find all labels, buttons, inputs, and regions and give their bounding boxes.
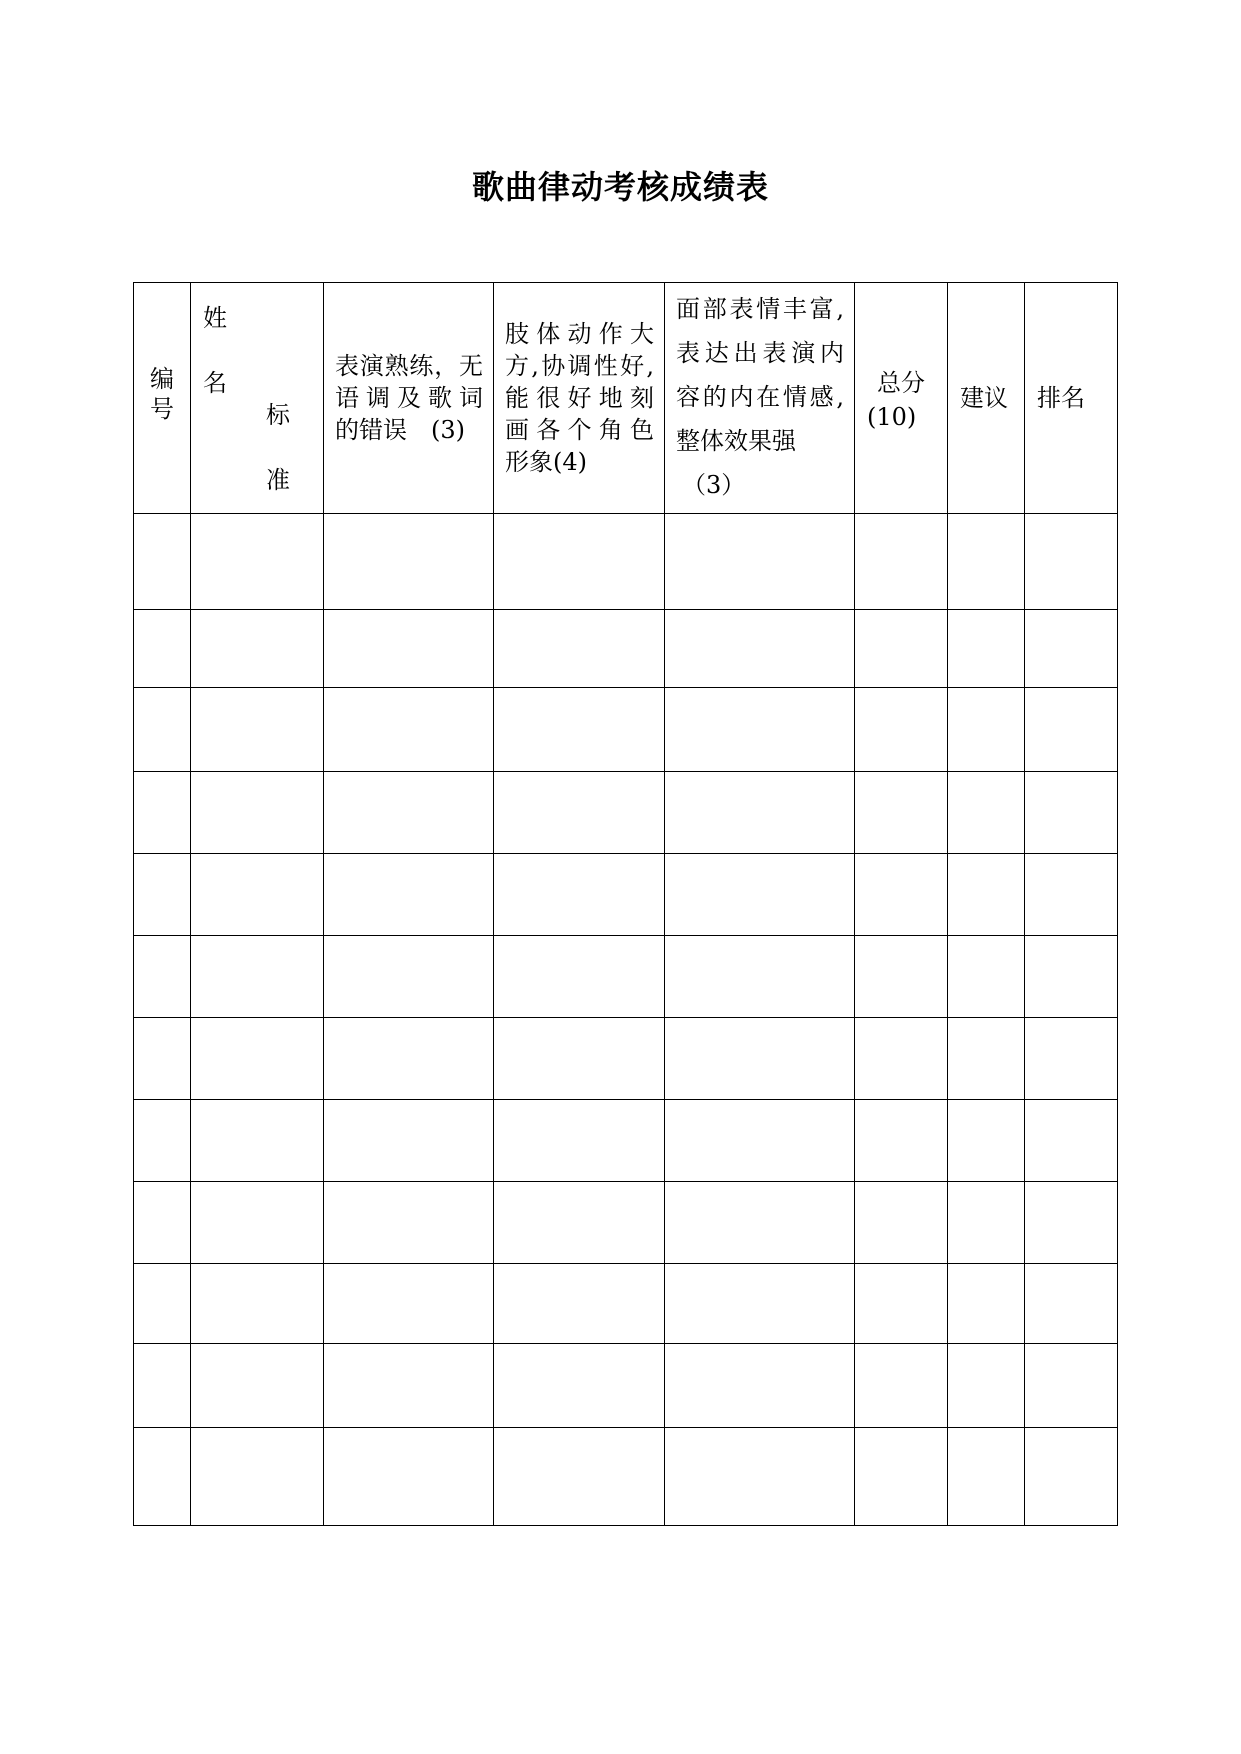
table-cell[interactable]	[134, 854, 191, 936]
table-row	[134, 1264, 1118, 1344]
table-cell[interactable]	[1025, 1344, 1118, 1428]
table-cell[interactable]	[665, 1182, 855, 1264]
table-cell[interactable]	[948, 1100, 1025, 1182]
table-cell[interactable]	[1025, 1264, 1118, 1344]
table-row	[134, 610, 1118, 688]
table-cell[interactable]	[494, 854, 665, 936]
table-cell[interactable]	[665, 1018, 855, 1100]
table-cell[interactable]	[134, 514, 191, 610]
table-cell[interactable]	[494, 772, 665, 854]
table-cell[interactable]	[191, 610, 324, 688]
table-cell[interactable]	[1025, 1100, 1118, 1182]
table-cell[interactable]	[494, 688, 665, 772]
table-cell[interactable]	[948, 1344, 1025, 1428]
total-label: 总分	[877, 368, 925, 397]
table-cell[interactable]	[324, 610, 494, 688]
table-cell[interactable]	[494, 936, 665, 1018]
table-cell[interactable]	[191, 1182, 324, 1264]
table-row	[134, 772, 1118, 854]
header-standard-char: 准	[266, 465, 290, 494]
table-cell[interactable]	[494, 1428, 665, 1526]
table-cell[interactable]	[855, 1428, 948, 1526]
table-cell[interactable]	[191, 936, 324, 1018]
table-cell[interactable]	[134, 1264, 191, 1344]
table-cell[interactable]	[948, 688, 1025, 772]
header-rank	[1025, 283, 1118, 514]
table-cell[interactable]	[134, 610, 191, 688]
table-row	[134, 1100, 1118, 1182]
table-cell[interactable]	[324, 1428, 494, 1526]
table-cell[interactable]	[324, 1018, 494, 1100]
table-cell[interactable]	[324, 1264, 494, 1344]
table-cell[interactable]	[134, 1018, 191, 1100]
table-cell[interactable]	[948, 514, 1025, 610]
table-cell[interactable]	[665, 772, 855, 854]
table-cell[interactable]	[1025, 1018, 1118, 1100]
table-row	[134, 854, 1118, 936]
table-cell[interactable]	[1025, 1182, 1118, 1264]
table-cell[interactable]	[494, 610, 665, 688]
table-cell[interactable]	[134, 1100, 191, 1182]
table-cell[interactable]	[191, 854, 324, 936]
table-cell[interactable]	[948, 772, 1025, 854]
table-cell[interactable]	[948, 1018, 1025, 1100]
table-cell[interactable]	[324, 1182, 494, 1264]
table-row	[134, 1182, 1118, 1264]
table-cell[interactable]	[855, 1100, 948, 1182]
table-cell[interactable]	[948, 610, 1025, 688]
table-cell[interactable]	[191, 514, 324, 610]
table-cell[interactable]	[1025, 854, 1118, 936]
criterion-line: （3）	[682, 470, 746, 499]
header-row	[134, 283, 1118, 514]
table-cell[interactable]	[134, 1182, 191, 1264]
table-cell[interactable]	[948, 1264, 1025, 1344]
table-cell[interactable]	[948, 936, 1025, 1018]
page-title: 歌曲律动考核成绩表	[471, 168, 769, 206]
table-cell[interactable]	[665, 854, 855, 936]
table-row	[134, 1428, 1118, 1526]
table-cell[interactable]	[855, 688, 948, 772]
table-cell[interactable]	[665, 936, 855, 1018]
table-cell[interactable]	[855, 1264, 948, 1344]
table-row	[134, 936, 1118, 1018]
header-number-char: 编	[150, 364, 174, 393]
criterion-line: 方,协调性好,	[505, 351, 654, 380]
table-cell[interactable]	[134, 772, 191, 854]
table-cell[interactable]	[855, 772, 948, 854]
table-cell[interactable]	[494, 514, 665, 610]
table-row	[134, 1344, 1118, 1428]
total-max: (10)	[867, 402, 917, 431]
criterion-line: 能很好地刻	[505, 383, 654, 412]
score-table	[133, 282, 1118, 1526]
header-number	[134, 283, 191, 514]
table-cell[interactable]	[1025, 772, 1118, 854]
rank-label: 排名	[1037, 383, 1085, 412]
table-cell[interactable]	[494, 1264, 665, 1344]
table-cell[interactable]	[191, 1344, 324, 1428]
table-cell[interactable]	[324, 688, 494, 772]
criterion-line: 语调及歌词	[335, 383, 483, 412]
table-cell[interactable]	[1025, 688, 1118, 772]
criterion-line: 容的内在情感,	[676, 382, 844, 411]
header-criterion-2	[494, 283, 665, 514]
criterion-line: 表演熟练，无	[335, 351, 483, 380]
table-cell[interactable]	[1025, 1428, 1118, 1526]
criterion-line: 肢体动作大	[505, 319, 654, 348]
table-row	[134, 514, 1118, 610]
criterion-line: 形象(4)	[505, 447, 587, 476]
table-cell[interactable]	[191, 1018, 324, 1100]
header-name-char: 姓	[203, 303, 227, 332]
table-cell[interactable]	[191, 772, 324, 854]
criterion-line: 画各个角色	[505, 415, 654, 444]
table-cell[interactable]	[855, 610, 948, 688]
table-cell[interactable]	[855, 1182, 948, 1264]
table-cell[interactable]	[134, 1428, 191, 1526]
table-cell[interactable]	[324, 936, 494, 1018]
header-name-char: 名	[203, 368, 227, 397]
table-cell[interactable]	[948, 1182, 1025, 1264]
table-cell[interactable]	[191, 1264, 324, 1344]
table-cell[interactable]	[134, 688, 191, 772]
header-criterion-1	[324, 283, 494, 514]
table-cell[interactable]	[494, 1344, 665, 1428]
table-row	[134, 688, 1118, 772]
table-cell[interactable]	[665, 1428, 855, 1526]
table-cell[interactable]	[855, 1018, 948, 1100]
table-cell[interactable]	[1025, 610, 1118, 688]
table-cell[interactable]	[665, 1264, 855, 1344]
table-cell[interactable]	[191, 1428, 324, 1526]
table-cell[interactable]	[665, 1344, 855, 1428]
header-total	[855, 283, 948, 514]
criterion-line: 整体效果强	[676, 426, 796, 455]
table-cell[interactable]	[948, 1428, 1025, 1526]
table-cell[interactable]	[665, 610, 855, 688]
table-cell[interactable]	[855, 514, 948, 610]
table-cell[interactable]	[324, 772, 494, 854]
table-cell[interactable]	[324, 854, 494, 936]
table-cell[interactable]	[494, 1182, 665, 1264]
table-cell[interactable]	[134, 936, 191, 1018]
criterion-line: 的错误 (3)	[335, 415, 465, 444]
table-cell[interactable]	[1025, 936, 1118, 1018]
table-cell[interactable]	[134, 1344, 191, 1428]
table-cell[interactable]	[494, 1100, 665, 1182]
suggestion-label: 建议	[960, 383, 1008, 412]
table-cell[interactable]	[324, 1344, 494, 1428]
table-cell[interactable]	[324, 1100, 494, 1182]
table-cell[interactable]	[494, 1018, 665, 1100]
header-suggestion	[948, 283, 1025, 514]
table-cell[interactable]	[665, 514, 855, 610]
table-cell[interactable]	[948, 854, 1025, 936]
criterion-line: 表达出表演内	[676, 338, 844, 367]
header-standard-char: 标	[266, 400, 290, 429]
header-criterion-3	[665, 283, 855, 514]
table-cell[interactable]	[665, 688, 855, 772]
criterion-line: 面部表情丰富,	[676, 294, 844, 323]
header-name-standard	[191, 283, 324, 514]
table-cell[interactable]	[191, 688, 324, 772]
table-cell[interactable]	[855, 1344, 948, 1428]
header-number-char: 号	[150, 394, 174, 423]
table-cell[interactable]	[191, 1100, 324, 1182]
table-cell[interactable]	[855, 936, 948, 1018]
table-cell[interactable]	[1025, 514, 1118, 610]
table-cell[interactable]	[665, 1100, 855, 1182]
table-cell[interactable]	[324, 514, 494, 610]
table-cell[interactable]	[855, 854, 948, 936]
table-row	[134, 1018, 1118, 1100]
